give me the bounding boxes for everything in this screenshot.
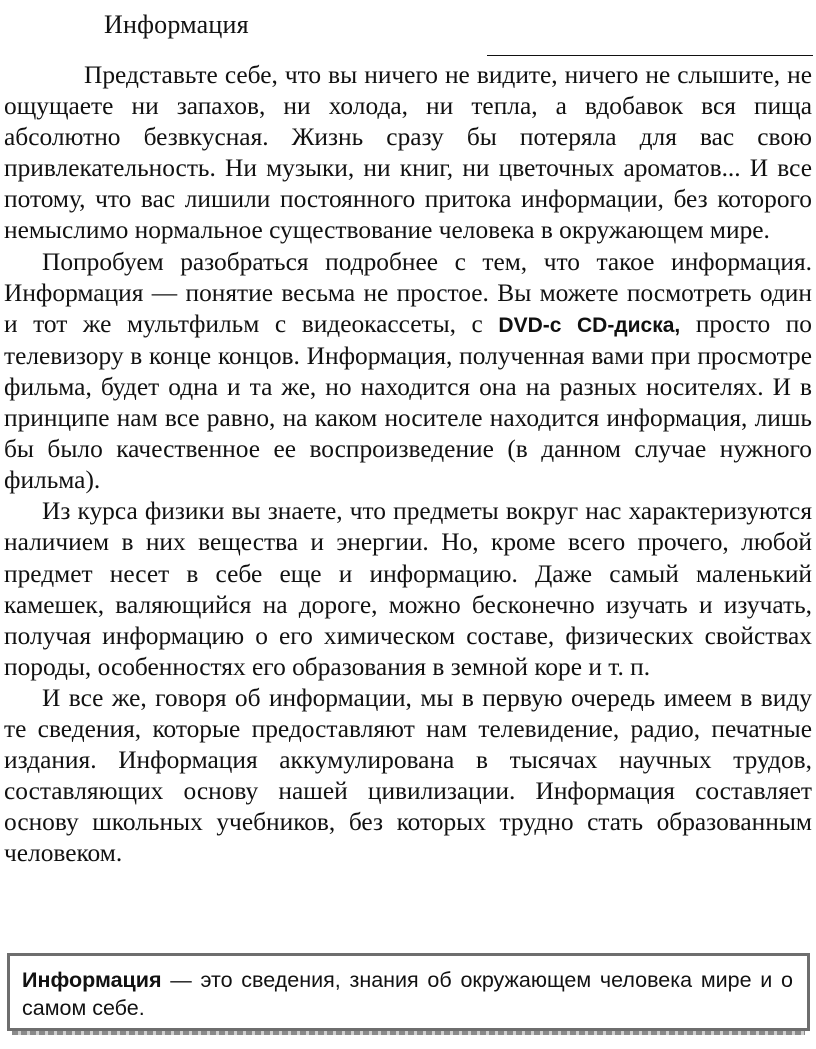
- cd-term: CD-диска,: [576, 313, 681, 337]
- dvd-term: DVD-с: [498, 313, 562, 337]
- paragraph-2-part-1: Попробуем разобраться подробнее с тем, что такое информация. Информация — понятие весьма не простое. Вы можете посмотреть один и тот же мультфильм с видеокассеты, с: [4, 247, 812, 338]
- paragraph-3: Из курса физики вы знаете, что предметы вокруг нас характеризуются наличием в них вещества и энергии. Но, кроме всего прочего, любой предмет несет в себе еще и информацию. Даже самый маленький камешек, валяющийся на дороге, можно бесконечно изучать и изучать, получая информацию о его химическом составе, физических свойствах породы, особенностях его образования в земной коре и т. п.: [4, 497, 812, 681]
- page-title: Информация: [104, 10, 249, 39]
- heading-rule: [487, 55, 813, 56]
- body-text: [4, 60, 812, 869]
- paragraph-2-part-2: просто по телевизору в конце концов. Информация, полученная вами при просмотре фильма, будет одна и та же, но находится она на разных носителях. И в принципе нам все равно, на каком носителе находится информация, лишь бы было качественное ее воспроизведение (в данном случае нужного фильма).: [4, 309, 813, 495]
- paragraph-2: [4, 247, 812, 497]
- paragraph-4: И все же, говоря об информации, мы в первую очередь имеем в виду те сведения, которые предоставляют нам телевидение, радио, печатные издания. Информация аккумулирована в тысячах научных трудов, составляющих основу нашей цивилизации. Информация составляет основу школьных учебников, без которых трудно стать образованным человеком.: [4, 683, 812, 868]
- definition-term: Информация: [22, 968, 162, 992]
- paragraph-1: Представьте себе, что вы ничего не видите, ничего не слышите, не ощущаете ни запахов, ни холода, ни тепла, а вдобавок вся пища абсолютно безвкусная. Жизнь сразу бы потеряла для вас свою привлекательность. Ни музыки, ни книг, ни цветочных ароматов... И все потому, что вас лишили постоянного притока информации, без которого немыслимо нормальное существование человека в окружающем мире.: [4, 61, 812, 245]
- definition-text: — это сведения, знания об окружающем человека мире и о самом себе.: [22, 968, 793, 1020]
- definition-box: [7, 953, 810, 1031]
